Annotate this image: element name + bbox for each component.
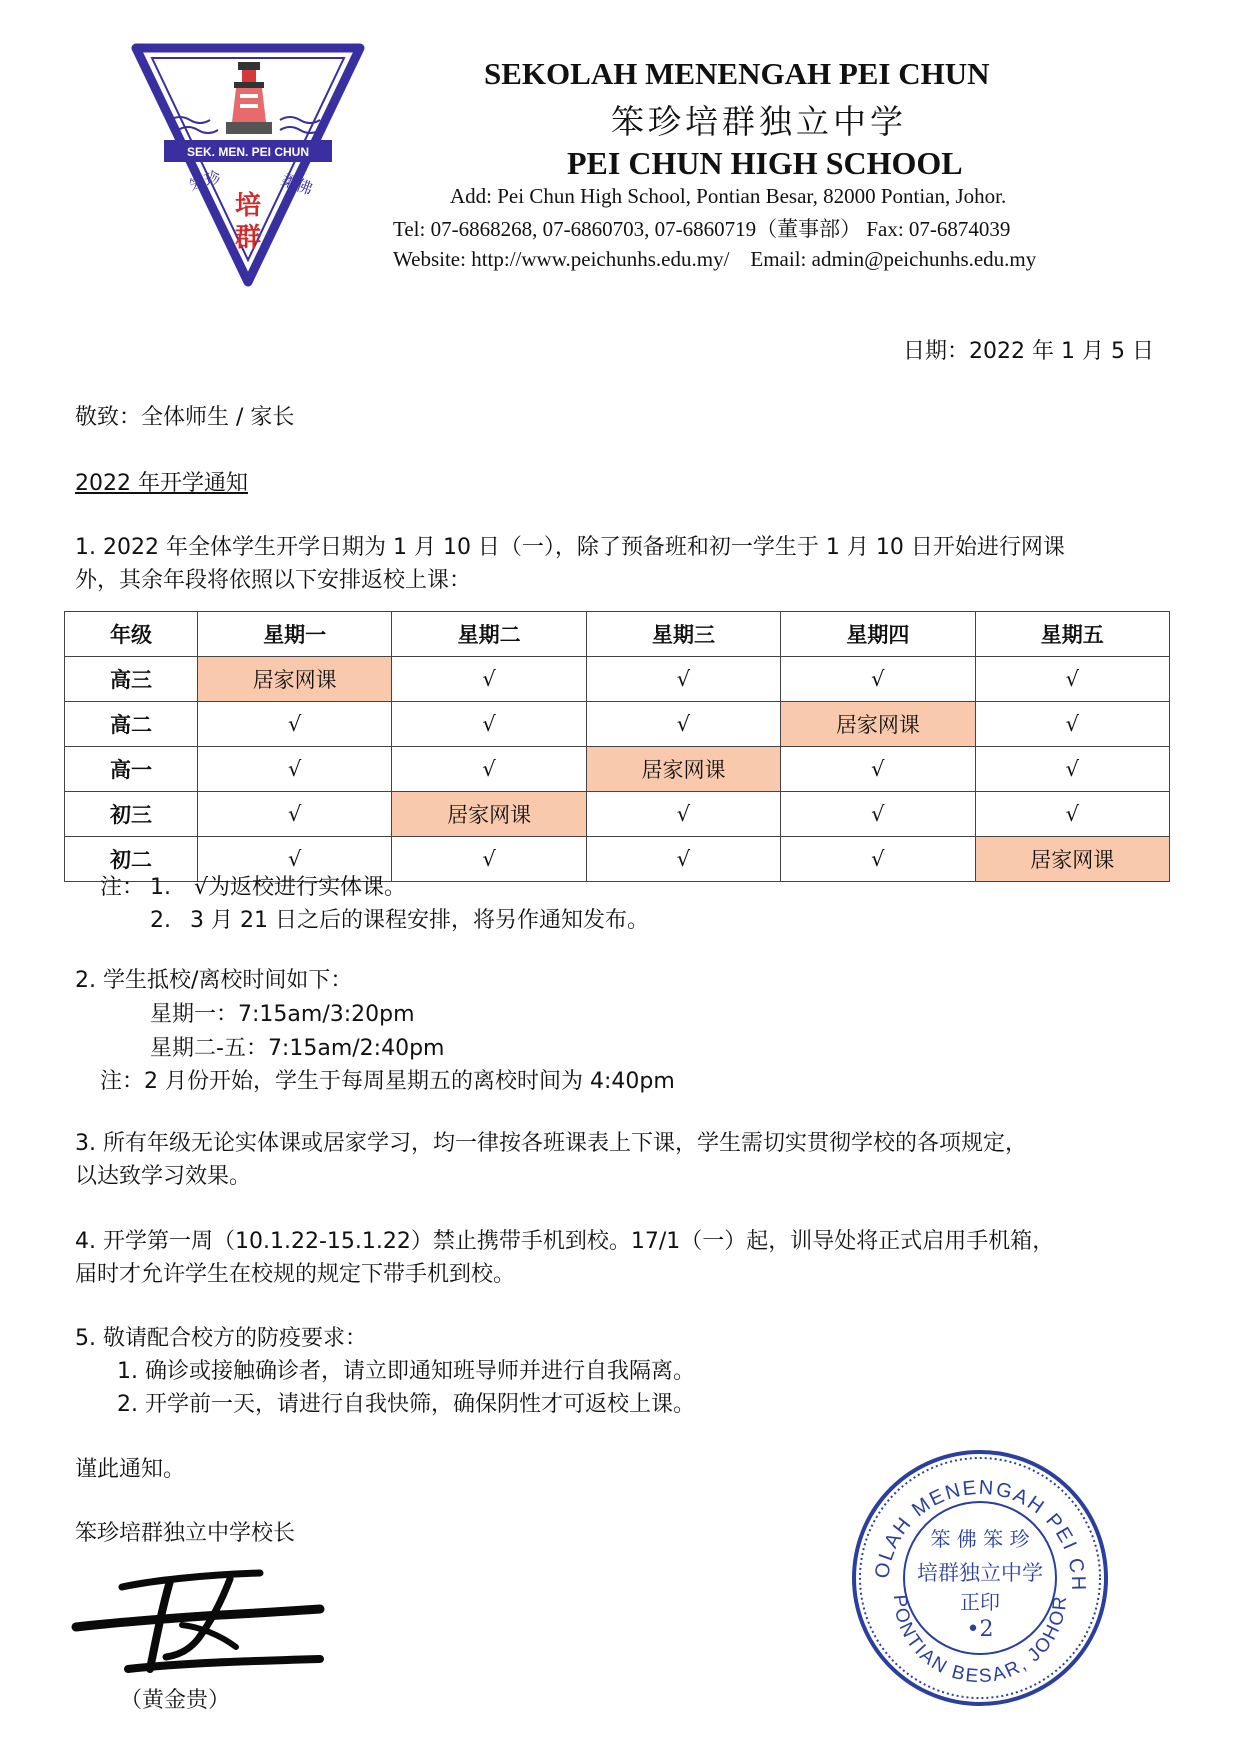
stamp-outer-text: OLAH MENENGAH PEI CH <box>871 1476 1090 1593</box>
schedule-cell: 居家网课 <box>586 747 780 792</box>
school-name-malay: SEKOLAH MENENGAH PEI CHUN <box>484 56 990 91</box>
table-header-cell: 年级 <box>65 612 198 657</box>
svg-text:培: 培 <box>234 191 262 221</box>
table-header-cell: 星期四 <box>781 612 975 657</box>
schedule-cell: 居家网课 <box>781 702 975 747</box>
item5-point-2: 2. 开学前一天，请进行自我快筛，确保阴性才可返校上课。 <box>117 1392 695 1417</box>
document-date: 日期：2022 年 1 月 5 日 <box>903 339 1154 364</box>
svg-text:群: 群 <box>234 223 262 253</box>
table-header-cell: 星期五 <box>975 612 1169 657</box>
schedule-cell: √ <box>781 657 975 702</box>
table-header-cell: 星期一 <box>198 612 392 657</box>
item4-line1: 4. 开学第一周（10.1.22-15.1.22）禁止携带手机到校。17/1（一）起，训导处将正式启用手机箱， <box>75 1229 1055 1254</box>
note-2-number: 2. <box>150 908 171 933</box>
logo-banner-text: SEK. MEN. PEI CHUN <box>186 145 310 159</box>
stamp-inner-line-3: 正印 <box>960 1590 1000 1614</box>
schedule-table <box>64 611 1170 882</box>
school-name-chinese: 笨珍培群独立中学 <box>611 102 907 141</box>
schedule-cell: √ <box>586 657 780 702</box>
svg-text:柔佛: 柔佛 <box>278 169 316 199</box>
schedule-cell: 居家网课 <box>392 792 586 837</box>
signatory-title: 笨珍培群独立中学校长 <box>75 1521 296 1546</box>
item2-monday-time: 星期一：7:15am/3:20pm <box>150 1002 415 1027</box>
schedule-cell: √ <box>781 792 975 837</box>
schedule-cell: √ <box>975 657 1169 702</box>
school-logo <box>130 42 366 288</box>
item5-point-1: 1. 确诊或接触确诊者，请立即通知班导师并进行自我隔离。 <box>117 1359 695 1384</box>
grade-cell: 初二 <box>65 837 198 882</box>
schedule-cell: √ <box>975 702 1169 747</box>
table-header-cell: 星期三 <box>586 612 780 657</box>
schedule-cell: √ <box>392 657 586 702</box>
schedule-cell: √ <box>198 747 392 792</box>
grade-cell: 初三 <box>65 792 198 837</box>
item2-tue-fri-time: 星期二-五：7:15am/2:40pm <box>150 1036 445 1061</box>
schedule-cell: √ <box>781 837 975 882</box>
table-header-cell: 星期二 <box>392 612 586 657</box>
schedule-cell: √ <box>198 837 392 882</box>
item3-line2: 以达致学习效果。 <box>75 1164 252 1189</box>
grade-cell: 高一 <box>65 747 198 792</box>
schedule-cell: √ <box>198 792 392 837</box>
item2-note: 注：2 月份开始，学生于每周星期五的离校时间为 4:40pm <box>100 1069 675 1094</box>
handwritten-signature <box>70 1565 330 1680</box>
schedule-cell: √ <box>781 747 975 792</box>
school-address: Add: Pei Chun High School, Pontian Besar, 82000 Pontian, Johor. <box>450 184 1007 208</box>
schedule-cell: 居家网课 <box>975 837 1169 882</box>
stamp-inner-line-1: 笨 佛 笨 珍 <box>930 1527 1030 1551</box>
schedule-cell: √ <box>586 792 780 837</box>
item1-line1: 1. 2022 年全体学生开学日期为 1 月 10 日（一），除了预备班和初一学生于 1 月 10 日开始进行网课 <box>75 535 1065 560</box>
notice-title: 2022 年开学通知 <box>75 471 248 496</box>
schedule-cell: √ <box>975 792 1169 837</box>
table-header-row <box>65 612 1170 657</box>
school-web-email: Website: http://www.peichunhs.edu.my/ Email: admin@peichunhs.edu.my <box>393 247 1037 271</box>
item4-line2: 届时才允许学生在校规的规定下带手机到校。 <box>75 1262 516 1287</box>
school-name-english: PEI CHUN HIGH SCHOOL <box>567 145 963 181</box>
note-1-number: 1. <box>150 875 171 900</box>
schedule-cell: √ <box>198 702 392 747</box>
table-row <box>65 792 1170 837</box>
stamp-inner-line-2: 培群独立中学 <box>917 1561 1043 1585</box>
item1-line2: 外，其余年段将依照以下安排返校上课： <box>75 568 472 593</box>
official-stamp <box>848 1446 1112 1710</box>
grade-cell: 高三 <box>65 657 198 702</box>
stamp-bottom-text: PONTIAN BESAR, JOHOR <box>888 1593 1072 1688</box>
schedule-cell: √ <box>392 837 586 882</box>
schedule-cell: √ <box>586 837 780 882</box>
table-row <box>65 657 1170 702</box>
table-row <box>65 702 1170 747</box>
note-2-text: 3 月 21 日之后的课程安排，将另作通知发布。 <box>190 908 649 933</box>
item5-title: 5. 敬请配合校方的防疫要求： <box>75 1326 367 1351</box>
note-label: 注： <box>100 875 145 900</box>
item3-line1: 3. 所有年级无论实体课或居家学习，均一律按各班课表上下课，学生需切实贯彻学校的各项规定， <box>75 1131 1027 1156</box>
closing-text: 谨此通知。 <box>75 1457 186 1482</box>
schedule-cell: 居家网课 <box>198 657 392 702</box>
schedule-cell: √ <box>975 747 1169 792</box>
svg-text:笨珍: 笨珍 <box>186 166 224 196</box>
salutation: 敬致：全体师生 / 家长 <box>75 405 295 430</box>
stamp-inner-line-4: •2 <box>966 1617 994 1642</box>
table-row <box>65 747 1170 792</box>
signer-name: （黄金贵） <box>120 1688 231 1713</box>
schedule-cell: √ <box>586 702 780 747</box>
schedule-cell: √ <box>392 747 586 792</box>
grade-cell: 高二 <box>65 702 198 747</box>
item2-title: 2. 学生抵校/离校时间如下： <box>75 968 353 993</box>
school-phone: Tel: 07-6868268, 07-6860703, 07-6860719（董事部） Fax: 07-6874039 <box>393 217 1011 241</box>
note-1-text: √为返校进行实体课。 <box>194 875 407 900</box>
schedule-cell: √ <box>392 702 586 747</box>
